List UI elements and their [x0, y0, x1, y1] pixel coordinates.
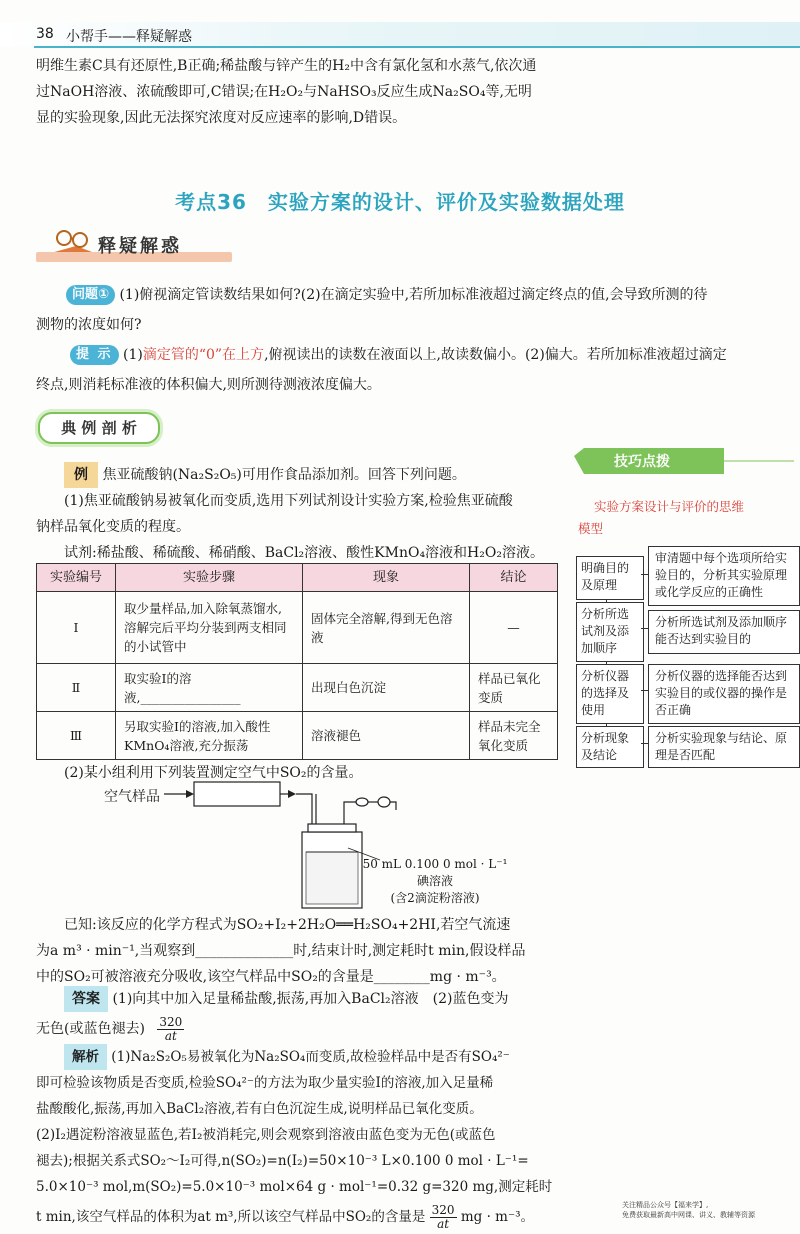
table-header: 实验编号 [37, 564, 116, 592]
analysis-line: 即可检验该物质是否变质,检验SO₄²⁻的方法为取少量实验Ⅰ的溶液,加入足量稀 [36, 1075, 494, 1091]
example-line: 焦亚硫酸钠(Na₂S₂O₅)可用作食品添加剂。回答下列问题。 [102, 467, 466, 483]
table-cell: 取实验Ⅰ的溶液,________________ [116, 664, 303, 712]
hint-line: ,俯视读出的读数在液面以上,故读数偏小。(2)偏大。若所加标准液超过滴定 [264, 347, 727, 363]
table-cell: Ⅱ [37, 664, 116, 712]
question-badge: 问题① [66, 285, 115, 305]
flow-arrow [641, 690, 648, 691]
example-block [36, 462, 566, 566]
table-header: 结论 [470, 564, 558, 592]
question-block [36, 282, 792, 338]
answer-line: (1)向其中加入足量稀盐酸,振荡,再加入BaCl₂溶液 (2)蓝色变为 [112, 991, 509, 1007]
section-title-text: 释疑解惑 [98, 236, 182, 257]
flow-arrow [641, 574, 648, 575]
analysis-badge: 解析 [64, 1044, 107, 1070]
part2-line: (2)某小组利用下列装置测定空气中SO₂的含量。 [64, 765, 363, 781]
analysis-line: 盐酸酸化,振荡,再加入BaCl₂溶液,若有白色沉淀生成,说明样品已氧化变质。 [36, 1101, 483, 1117]
hint-block [36, 342, 792, 398]
footer-line: 免费获取最新高中网课、讲义、教辅等资源 [622, 1211, 755, 1219]
fraction-denominator: at [437, 1217, 450, 1231]
solution-label [350, 856, 520, 907]
apparatus-diagram [60, 780, 540, 910]
analysis-line: t min,该空气样品的体积为at m³,所以该空气样品中SO₂的含量是 [36, 1209, 426, 1225]
question-line: 测物的浓度如何? [36, 317, 142, 333]
solution-label-line: 50 mL 0.100 0 mol · L⁻¹ [362, 857, 508, 871]
flow-step-right: 分析实验现象与结论、原理是否匹配 [648, 726, 800, 768]
analysis-suffix: mg · m⁻³。 [460, 1209, 534, 1225]
header-title: 小帮手——释疑解惑 [66, 29, 192, 45]
air-sample-label: 空气样品 [104, 789, 160, 805]
tips-subtitle-line: 实验方案设计与评价的思维 [594, 499, 745, 514]
flow-step-left: 分析现象及结论 [576, 726, 644, 768]
table-cell: 溶液褪色 [303, 712, 470, 760]
known-line: 为a m³ · min⁻¹,当观察到______________时,结束计时,测定耗时t min,假设样品 [36, 943, 526, 959]
known-block [36, 912, 566, 990]
table-header-row [37, 564, 558, 592]
flow-step-left: 分析仪器的选择及使用 [576, 664, 644, 724]
flow-step-right: 审清题中每个选项所给实验目的，分析其实验原理或化学反应的正确性 [648, 546, 800, 606]
table-cell: 样品已氧化变质 [470, 664, 558, 712]
example-line: 试剂:稀盐酸、稀硫酸、稀硝酸、BaCl₂溶液、酸性KMnO₄溶液和H₂O₂溶液。 [64, 545, 544, 561]
section-title-text: 典 例 剖 析 [61, 419, 137, 437]
fraction-numerator: 320 [431, 1203, 455, 1217]
table-cell: 样品未完全氧化变质 [470, 712, 558, 760]
table-cell: Ⅲ [37, 712, 116, 760]
table-cell: Ⅰ [37, 592, 116, 664]
header-rule [34, 46, 800, 48]
footer-line: 关注精品公众号【福来学】, [622, 1201, 709, 1209]
tips-subtitle-line: 模型 [578, 521, 604, 536]
hint-line: 终点,则消耗标准液的体积偏大,则所测待测液浓度偏大。 [36, 377, 381, 393]
table-cell: 另取实验Ⅰ的溶液,加入酸性KMnO₄溶液,充分振荡 [116, 712, 303, 760]
table-cell: — [470, 592, 558, 664]
example-line: 钠样品氧化变质的程度。 [36, 519, 190, 535]
table-row [37, 592, 558, 664]
table-header: 实验步骤 [116, 564, 303, 592]
flow-step-left: 分析所选试剂及添加顺序 [576, 602, 644, 662]
question-line: (1)俯视滴定管读数结果如何?(2)在滴定实验中,若所加标准液超过滴定终点的值,会导致所测的待 [119, 287, 708, 303]
known-line: 已知:该反应的化学方程式为SO₂+I₂+2H₂O══H₂SO₄+2HI,若空气流速 [64, 917, 511, 933]
fraction-denominator: at [164, 1028, 177, 1043]
example-badge: 例 [64, 462, 98, 488]
intro-line: 明维生素C具有还原性,B正确;稀盐酸与锌产生的H₂中含有氯化氢和水蒸气,依次通 [36, 58, 537, 74]
flow-step-right: 分析仪器的选择能否达到实验目的或仪器的操作是否正确 [648, 664, 800, 724]
table-row [37, 712, 558, 760]
hint-prefix: (1) [122, 347, 143, 363]
tips-banner-shape [574, 448, 794, 474]
answer-line: 无色(或蓝色褪去) [36, 1021, 145, 1037]
known-line: 中的SO₂可被溶液充分吸收,该空气样品中SO₂的含量是________mg · m⁻³。 [36, 969, 506, 985]
section-title-faq [36, 228, 236, 262]
solution-label-line: (含2滴淀粉溶液) [390, 891, 480, 905]
intro-line: 显的实验现象,因此无法探究浓度对反应速率的影响,D错误。 [36, 110, 407, 126]
example-line: (1)焦亚硫酸钠易被氧化而变质,选用下列试剂设计实验方案,检验焦亚硫酸 [64, 493, 513, 509]
page-number: 38 [36, 26, 54, 42]
footer-note [622, 1200, 794, 1220]
solution-label-line: 碘溶液 [416, 874, 453, 888]
intro-paragraph [36, 53, 576, 131]
table-row [37, 664, 558, 712]
experiment-table [36, 563, 558, 760]
table-header: 现象 [303, 564, 470, 592]
analysis-line: 褪去);根据关系式SO₂～I₂可得,n(SO₂)=n(I₂)=50×10⁻³ L×0.100 0 mol · L⁻¹= [36, 1153, 529, 1169]
tips-subtitle [578, 496, 792, 540]
section-title-examples [38, 412, 160, 444]
answer-badge: 答案 [64, 986, 108, 1012]
hint-highlight: 滴定管的“0”在上方 [142, 347, 265, 363]
flow-arrow [641, 743, 648, 744]
intro-line: 过NaOH溶液、浓硫酸即可,C错误;在H₂O₂与NaHSO₃反应生成Na₂SO₄等,无明 [36, 84, 532, 100]
flow-arrow [641, 628, 648, 629]
flow-step-right: 分析所选试剂及添加顺序能否达到实验目的 [648, 610, 800, 654]
hint-badge: 提 示 [70, 345, 119, 365]
table-cell: 出现白色沉淀 [303, 664, 470, 712]
table-cell: 固体完全溶解,得到无色溶液 [303, 592, 470, 664]
answer-fraction [157, 1016, 184, 1043]
flow-step-left: 明确目的及原理 [576, 556, 644, 600]
table-cell: 取少量样品,加入除氧蒸馏水,溶解完后平均分装到两支相同的小试管中 [116, 592, 303, 664]
analysis-line: 5.0×10⁻³ mol,m(SO₂)=5.0×10⁻³ mol×64 g · mol⁻¹=0.32 g=320 mg,测定耗时 [36, 1179, 553, 1195]
topic-title: 考点36 实验方案的设计、评价及实验数据处理 [175, 190, 625, 214]
tips-header [574, 448, 794, 474]
fraction-numerator: 320 [159, 1014, 183, 1029]
analysis-line: (1)Na₂S₂O₅易被氧化为Na₂SO₄而变质,故检验样品中是否有SO₄²⁻ [111, 1049, 510, 1065]
analysis-line: (2)I₂遇淀粉溶液显蓝色,若I₂被消耗完,则会观察到溶液由蓝色变为无色(或蓝色 [36, 1127, 496, 1143]
tips-title: 技巧点拨 [614, 454, 670, 470]
answer-block [36, 986, 566, 1046]
